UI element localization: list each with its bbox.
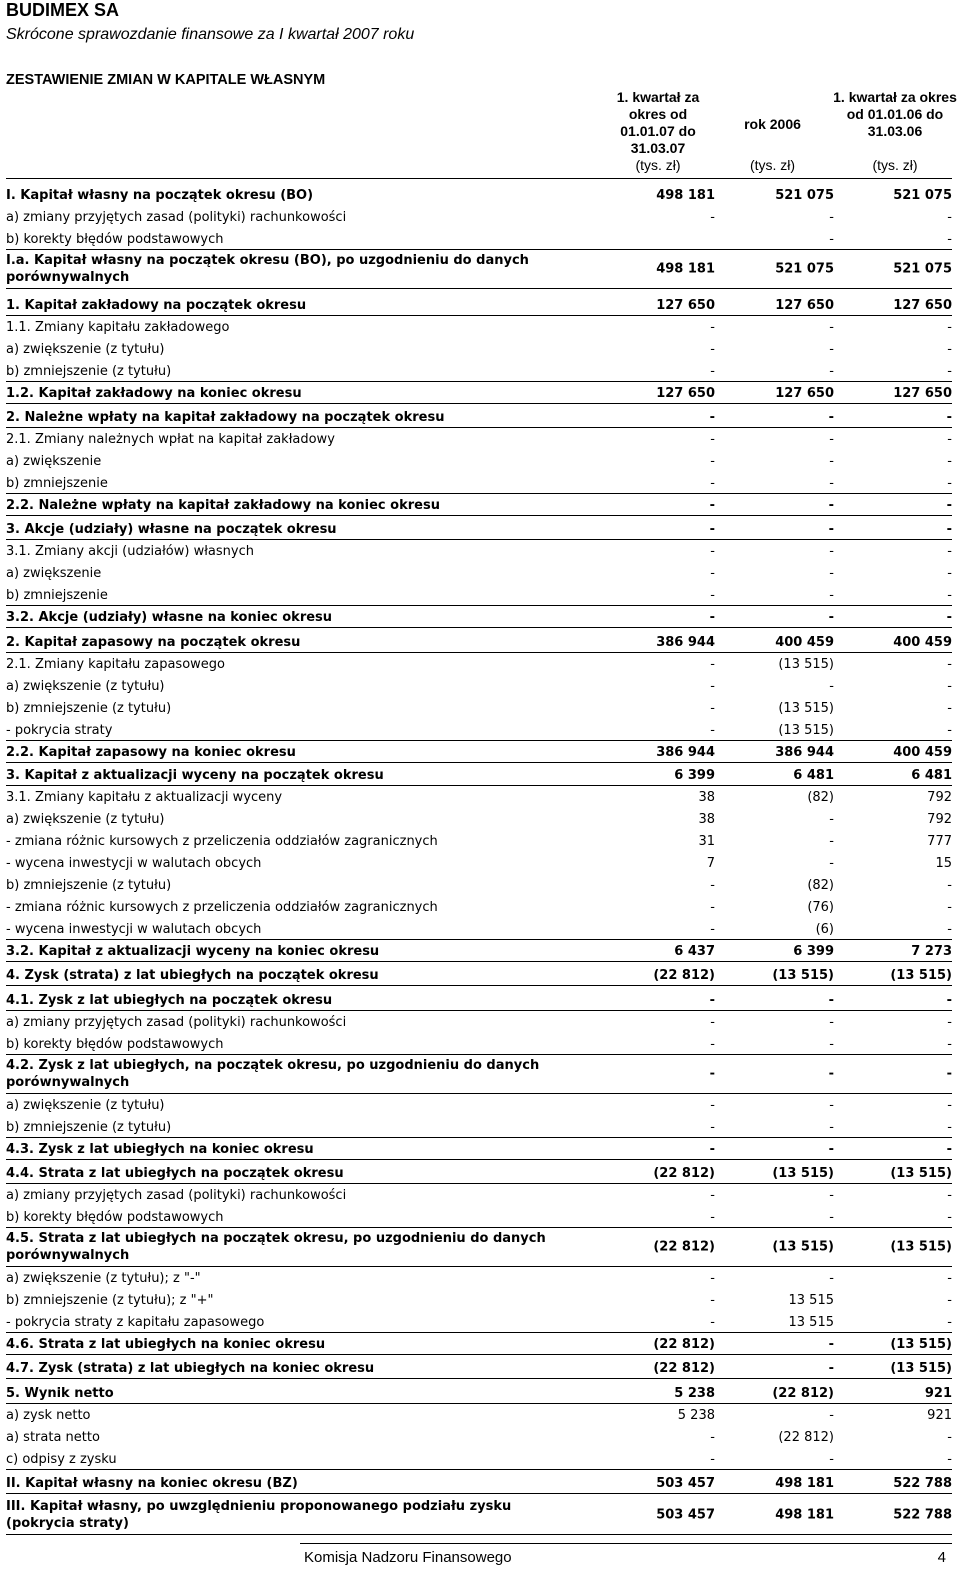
value-q1-2007: (22 812) [653,1337,715,1352]
table-row [6,988,952,1011]
value-q1-2007: - [710,1098,715,1113]
row-label: I. Kapitał własny na początek okresu (BO) [6,188,314,203]
value-q1-2007: - [710,878,715,893]
table-row [6,873,952,895]
row-label: 3.1. Zmiany akcji (udziałów) własnych [6,544,254,559]
value-year-2006: 521 075 [775,261,834,276]
value-q1-2007: 6 437 [674,944,715,959]
table-row [6,337,952,359]
value-q1-2007: - [710,1188,715,1203]
value-q1-2006: 521 075 [893,188,952,203]
row-label: - zmiana różnic kursowych z przeliczenia oddziałów zagranicznych [6,834,438,849]
row-label: a) zwiększenie [6,454,102,469]
table-row [6,1403,952,1425]
value-q1-2007: - [710,900,715,915]
column-header-year-2006: rok 2006 [744,116,801,132]
value-year-2006: 6 399 [793,944,834,959]
value-year-2006: - [829,342,834,357]
value-year-2006: - [829,1015,834,1030]
row-label: 3. Kapitał z aktualizacji wyceny na początek okresu [6,768,384,783]
value-q1-2007: 5 238 [674,1386,715,1401]
value-q1-2007: (22 812) [653,1361,715,1376]
value-q1-2006: 127 650 [893,386,952,401]
value-q1-2006: 521 075 [893,261,952,276]
table-row [6,561,952,583]
value-year-2006: (22 812) [778,1430,834,1445]
row-label: 3.1. Zmiany kapitału z aktualizacji wyceny [6,790,283,805]
table-row [6,471,952,494]
value-q1-2006: 400 459 [893,635,952,650]
table-row [6,1115,952,1138]
row-label: b) korekty błędów podstawowych [6,232,224,247]
value-q1-2006: (13 515) [890,1166,952,1181]
value-q1-2006: - [947,1315,952,1330]
table-row [6,807,952,829]
table-row [6,963,952,986]
row-label: a) zmiany przyjętych zasad (polityki) rachunkowości [6,1015,347,1030]
value-q1-2007: 498 181 [656,188,715,203]
value-q1-2006: - [947,544,952,559]
table-row [6,652,952,674]
table-row [6,381,952,404]
row-label: a) zwiększenie (z tytułu); z "-" [6,1271,201,1286]
table-row [6,1425,952,1447]
table-row [6,1183,952,1205]
value-q1-2006: 15 [935,856,952,871]
section-title: ZESTAWIENIE ZMIAN W KAPITALE WŁASNYM [6,72,326,88]
value-q1-2006: - [947,701,952,716]
footer-text: Komisja Nadzoru Finansowego [304,1549,512,1566]
table-row [6,517,952,540]
value-year-2006: - [829,1120,834,1135]
value-q1-2007: 31 [698,834,715,849]
value-year-2006: - [829,1210,834,1225]
row-label: I.a. Kapitał własny na początek okresu (BO), po uzgodnieniu do danych porównywalnych [6,253,529,285]
value-q1-2007: 7 [706,856,715,871]
table-row [6,895,952,917]
value-q1-2006: - [947,364,952,379]
row-label: a) strata netto [6,1430,100,1445]
value-year-2006: 498 181 [775,1507,834,1522]
value-year-2006: (6) [815,922,834,937]
value-q1-2007: - [710,364,715,379]
row-label: - pokrycia straty z kapitału zapasowego [6,1315,265,1330]
table-row [6,674,952,696]
value-q1-2007: - [710,701,715,716]
table-row [6,1356,952,1379]
row-label: 4.4. Strata z lat ubiegłych na początek okresu [6,1166,344,1181]
value-q1-2006: - [947,922,952,937]
value-q1-2006: - [947,210,952,225]
row-label: c) odpisy z zysku [6,1452,117,1467]
value-q1-2007: (22 812) [653,968,715,983]
table-row [6,785,952,807]
table-row [6,696,952,718]
row-label: 1.1. Zmiany kapitału zakładowego [6,320,230,335]
row-label: a) zwiększenie (z tytułu) [6,342,165,357]
table-row [6,1032,952,1055]
row-label: 4.7. Zysk (strata) z lat ubiegłych na koniec okresu [6,1361,375,1376]
value-q1-2007: - [710,1315,715,1330]
value-q1-2006: - [946,498,952,513]
value-q1-2007: 127 650 [656,298,715,313]
value-year-2006: - [829,856,834,871]
row-label: 4.3. Zysk z lat ubiegłych na koniec okresu [6,1142,314,1157]
value-q1-2006: - [947,1015,952,1030]
table-row [6,1054,952,1094]
table-row [6,183,952,205]
row-label: a) zysk netto [6,1408,91,1423]
value-year-2006: - [828,522,834,537]
row-label: a) zwiększenie (z tytułu) [6,1098,165,1113]
row-label: a) zwiększenie [6,566,102,581]
value-q1-2006: - [947,454,952,469]
value-q1-2007: - [709,1142,715,1157]
value-year-2006: 6 481 [793,768,834,783]
value-q1-2007: - [710,1015,715,1030]
value-year-2006: - [828,1142,834,1157]
value-q1-2006: - [947,1037,952,1052]
report-subtitle: Skrócone sprawozdanie finansowe za I kwartał 2007 roku [6,26,415,43]
value-year-2006: - [828,993,834,1008]
table-row [6,449,952,471]
value-q1-2007: - [710,1120,715,1135]
table-row [6,359,952,382]
column-unit-2: (tys. zł) [749,157,796,173]
value-q1-2006: - [947,878,952,893]
value-year-2006: - [828,1337,834,1352]
table-row [6,1495,952,1535]
row-label: 4. Zysk (strata) z lat ubiegłych na początek okresu [6,968,379,983]
value-q1-2007: - [710,723,715,738]
value-q1-2007: 386 944 [656,635,715,650]
value-year-2006: - [828,410,834,425]
table-row [6,718,952,741]
value-q1-2007: - [710,544,715,559]
table-row [6,939,952,962]
table-row [6,917,952,940]
value-q1-2006: - [947,320,952,335]
company-name: BUDIMEX SA [6,0,120,20]
value-q1-2006: - [947,1293,952,1308]
row-label: III. Kapitał własny, po uwzględnieniu proponowanego podziału zysku (pokrycia straty) [6,1499,512,1531]
value-q1-2007: (22 812) [653,1239,715,1254]
value-q1-2007: 38 [698,790,715,805]
value-q1-2006: - [947,1430,952,1445]
value-q1-2007: 127 650 [656,386,715,401]
table-row [6,427,952,449]
value-q1-2006: - [947,476,952,491]
table-row [6,1093,952,1115]
value-year-2006: (13 515) [772,968,834,983]
row-label: - zmiana różnic kursowych z przeliczenia oddziałów zagranicznych [6,900,438,915]
value-q1-2006: - [947,657,952,672]
table-row [6,1332,952,1355]
table-row [6,1137,952,1160]
value-year-2006: (13 515) [772,1239,834,1254]
row-label: - pokrycia straty [6,723,113,738]
row-label: 3.2. Kapitał z aktualizacji wyceny na koniec okresu [6,944,380,959]
table-row [6,249,952,289]
value-q1-2007: - [710,1210,715,1225]
row-label: 2. Należne wpłaty na kapitał zakładowy na początek okresu [6,410,445,425]
row-label: b) zmniejszenie (z tytułu) [6,701,172,716]
value-q1-2007: - [710,1430,715,1445]
row-label: a) zmiany przyjętych zasad (polityki) rachunkowości [6,210,347,225]
value-q1-2006: - [947,1271,952,1286]
value-q1-2006: 792 [927,812,952,827]
value-year-2006: - [829,834,834,849]
value-q1-2007: - [710,679,715,694]
footer-rule [300,1543,952,1544]
table-row [6,851,952,873]
value-q1-2007: 6 399 [674,768,715,783]
row-label: 5. Wynik netto [6,1386,114,1401]
value-year-2006: (13 515) [778,723,834,738]
value-q1-2007: - [710,476,715,491]
value-q1-2006: 792 [927,790,952,805]
value-q1-2007: - [710,1293,715,1308]
row-label: b) korekty błędów podstawowych [6,1210,224,1225]
row-label: 4.1. Zysk z lat ubiegłych na początek okresu [6,993,333,1008]
value-q1-2007: 5 238 [677,1408,715,1423]
value-year-2006: (13 515) [778,657,834,672]
value-year-2006: 498 181 [775,1476,834,1491]
value-year-2006: 521 075 [775,188,834,203]
value-q1-2006: - [947,900,952,915]
table-row [6,763,952,786]
row-label: 3. Akcje (udziały) własne na początek okresu [6,522,337,537]
column-unit-3: (tys. zł) [872,157,918,173]
value-q1-2006: - [947,232,952,247]
value-year-2006: - [829,1408,834,1423]
value-year-2006: 13 515 [788,1315,834,1330]
value-q1-2006: - [946,522,952,537]
table-row [6,1310,952,1333]
row-label: 4.6. Strata z lat ubiegłych na koniec okresu [6,1337,326,1352]
table-row [6,630,952,653]
row-label: - wycena inwestycji w walutach obcych [6,922,262,937]
row-label: II. Kapitał własny na koniec okresu (BZ) [6,1476,298,1491]
value-year-2006: - [829,432,834,447]
value-q1-2007: 386 944 [656,745,715,760]
value-q1-2007: - [710,1271,715,1286]
table-row [6,1010,952,1032]
value-q1-2007: - [709,1066,715,1081]
value-year-2006: (13 515) [772,1166,834,1181]
row-label: 4.2. Zysk z lat ubiegłych, na początek okresu, po uzgodnieniu do danych porównywalnych [6,1058,540,1090]
table-row [6,605,952,628]
value-year-2006: - [829,679,834,694]
value-q1-2006: - [946,610,952,625]
row-label: b) korekty błędów podstawowych [6,1037,224,1052]
table-row [6,1447,952,1470]
row-label: - wycena inwestycji w walutach obcych [6,856,262,871]
value-q1-2007: - [709,522,715,537]
value-q1-2007: - [709,410,715,425]
table-row [6,1266,952,1288]
row-label: 4.5. Strata z lat ubiegłych na początek okresu, po uzgodnieniu do danych porównywalnych [6,1231,546,1263]
value-q1-2007: - [709,498,715,513]
value-year-2006: (22 812) [772,1386,834,1401]
value-year-2006: - [828,498,834,513]
value-year-2006: - [829,454,834,469]
value-q1-2007: - [710,210,715,225]
value-q1-2006: - [947,566,952,581]
value-q1-2007: 503 457 [656,1507,715,1522]
value-year-2006: (82) [807,878,834,893]
value-q1-2006: - [947,588,952,603]
value-q1-2006: 6 481 [911,768,952,783]
table-row [6,493,952,516]
value-q1-2006: 127 650 [893,298,952,313]
row-label: 2.1. Zmiany kapitału zapasowego [6,657,225,672]
value-year-2006: - [828,610,834,625]
value-q1-2006: - [947,1210,952,1225]
row-label: b) zmniejszenie [6,588,108,603]
table-row [6,740,952,763]
value-q1-2006: 921 [927,1408,952,1423]
row-label: a) zwiększenie (z tytułu) [6,679,165,694]
value-q1-2007: - [710,588,715,603]
table-row [6,405,952,428]
value-q1-2007: 503 457 [656,1476,715,1491]
table-row [6,205,952,227]
table-row [6,315,952,337]
value-year-2006: - [828,1066,834,1081]
value-q1-2007: - [710,1452,715,1467]
row-label: a) zmiany przyjętych zasad (polityki) rachunkowości [6,1188,347,1203]
column-header-q1-2007: 1. kwartał za okres od 01.01.07 do 31.03.07 [616,89,700,156]
value-q1-2007: - [710,657,715,672]
row-label: 1. Kapitał zakładowy na początek okresu [6,298,307,313]
value-q1-2007: - [710,432,715,447]
row-label: b) zmniejszenie (z tytułu) [6,364,172,379]
value-q1-2007: 498 181 [656,261,715,276]
table-row [6,1288,952,1310]
table-row [6,829,952,851]
value-q1-2006: - [947,342,952,357]
value-q1-2007: - [710,922,715,937]
value-q1-2006: - [946,1066,952,1081]
value-year-2006: - [829,476,834,491]
value-q1-2007: - [710,454,715,469]
value-q1-2006: - [947,1188,952,1203]
table-row [6,1381,952,1404]
row-label: b) zmniejszenie (z tytułu) [6,878,172,893]
value-year-2006: - [829,812,834,827]
row-label: b) zmniejszenie (z tytułu); z "+" [6,1293,214,1308]
value-year-2006: - [829,364,834,379]
value-q1-2007: - [709,993,715,1008]
value-year-2006: 400 459 [775,635,834,650]
value-year-2006: 13 515 [788,1293,834,1308]
row-label: 2.1. Zmiany należnych wpłat na kapitał zakładowy [6,432,335,447]
value-q1-2007: - [710,342,715,357]
value-year-2006: - [829,544,834,559]
value-year-2006: - [829,566,834,581]
value-q1-2006: - [946,993,952,1008]
value-q1-2006: - [946,410,952,425]
value-year-2006: - [829,1098,834,1113]
value-q1-2006: 777 [927,834,952,849]
column-unit-1: (tys. zł) [635,157,681,173]
value-year-2006: 127 650 [775,298,834,313]
row-label: 1.2. Kapitał zakładowy na koniec okresu [6,386,302,401]
value-q1-2006: - [947,679,952,694]
value-q1-2006: - [947,1452,952,1467]
table-row [6,1205,952,1228]
value-q1-2006: - [947,723,952,738]
value-q1-2006: (13 515) [890,1239,952,1254]
value-year-2006: (76) [807,900,834,915]
value-year-2006: - [829,588,834,603]
value-year-2006: - [829,232,834,247]
value-q1-2007: - [710,320,715,335]
value-year-2006: - [829,1452,834,1467]
value-q1-2006: 7 273 [911,944,952,959]
value-q1-2006: 400 459 [893,745,952,760]
value-year-2006: (82) [807,790,834,805]
row-label: 2.2. Należne wpłaty na kapitał zakładowy na koniec okresu [6,498,440,513]
value-year-2006: - [829,1188,834,1203]
column-header-q1-2006: 1. kwartał za okres od 01.01.06 do 31.03.06 [833,89,957,139]
value-q1-2007: - [709,610,715,625]
value-q1-2006: - [947,432,952,447]
value-q1-2006: 522 788 [893,1476,952,1491]
value-q1-2006: (13 515) [890,1361,952,1376]
table-row [6,583,952,606]
value-q1-2006: 921 [924,1386,952,1401]
value-q1-2006: - [947,1098,952,1113]
value-year-2006: - [829,1271,834,1286]
value-q1-2007: - [710,1037,715,1052]
value-year-2006: - [829,320,834,335]
value-q1-2006: - [946,1142,952,1157]
value-q1-2006: (13 515) [890,968,952,983]
value-year-2006: (13 515) [778,701,834,716]
value-q1-2007: - [710,566,715,581]
table-row [6,227,952,250]
table-row [6,1161,952,1184]
value-q1-2006: (13 515) [890,1337,952,1352]
row-label: a) zwiększenie (z tytułu) [6,812,165,827]
row-label: 3.2. Akcje (udziały) własne na koniec okresu [6,610,333,625]
row-label: 2. Kapitał zapasowy na początek okresu [6,635,301,650]
table-row [6,539,952,561]
value-year-2006: 127 650 [775,386,834,401]
table-row [6,1471,952,1494]
value-year-2006: - [829,1037,834,1052]
value-q1-2006: 522 788 [893,1507,952,1522]
value-year-2006: 386 944 [775,745,834,760]
value-q1-2007: (22 812) [653,1166,715,1181]
value-q1-2007: 38 [698,812,715,827]
table-row [6,1227,952,1267]
row-label: 2.2. Kapitał zapasowy na koniec okresu [6,745,296,760]
value-q1-2006: - [947,1120,952,1135]
row-label: b) zmniejszenie [6,476,108,491]
value-year-2006: - [828,1361,834,1376]
page-number: 4 [937,1549,946,1566]
table-row [6,293,952,316]
row-label: b) zmniejszenie (z tytułu) [6,1120,172,1135]
value-year-2006: - [829,210,834,225]
